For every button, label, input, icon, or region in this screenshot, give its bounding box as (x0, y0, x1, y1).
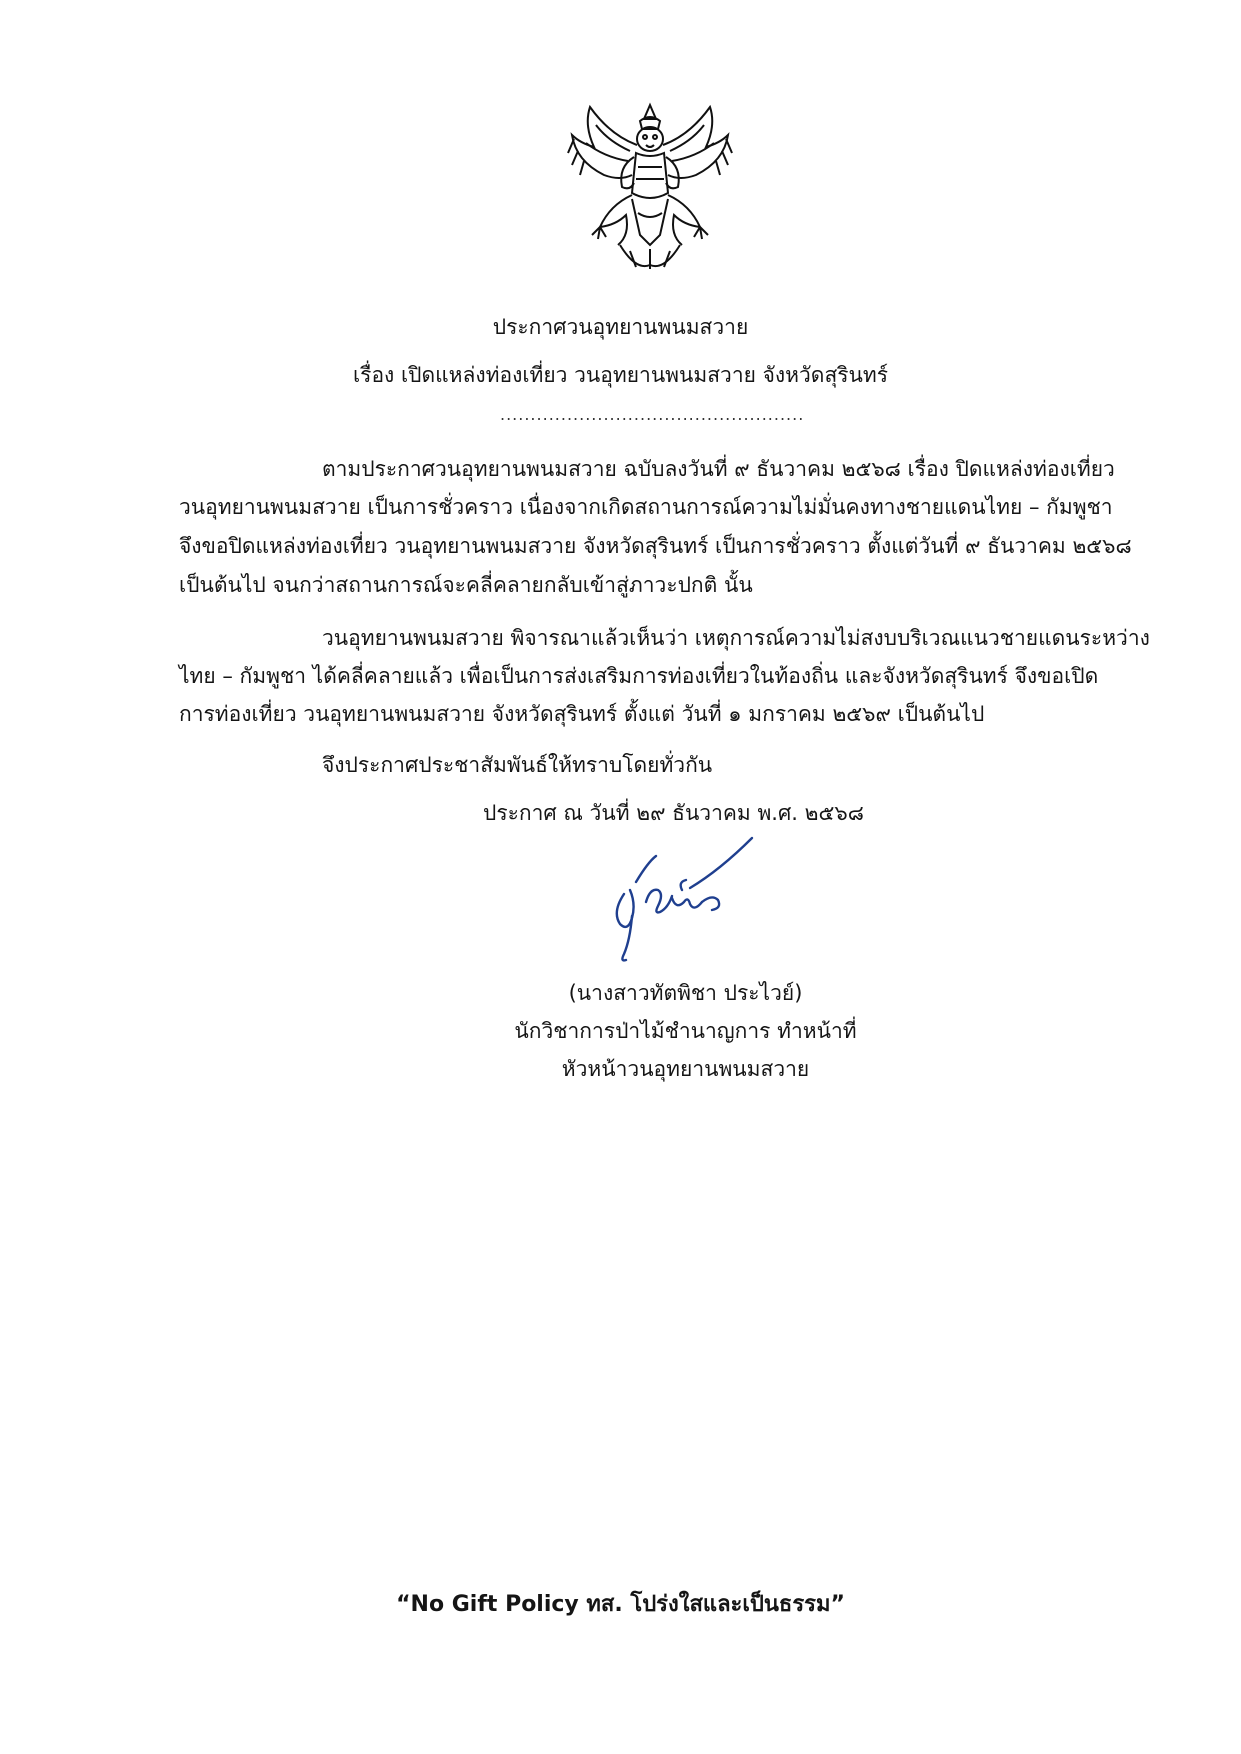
paragraph-3: จึงประกาศประชาสัมพันธ์ให้ทราบโดยทั่วกัน (322, 753, 713, 777)
paragraph-2-line-3: การท่องเที่ยว วนอุทยานพนมสวาย จังหวัดสุรินทร์ ตั้งแต่ วันที่ ๑ มกราคม ๒๕๖๙ เป็นต้นไป (179, 702, 985, 726)
separator-dots: .................................................. (500, 405, 805, 424)
garuda-emblem-icon (560, 95, 740, 275)
paragraph-1-line-3: จึงขอปิดแหล่งท่องเที่ยว วนอุทยานพนมสวาย จังหวัดสุรินทร์ เป็นการชั่วคราว ตั้งแต่วันที่ ๙ ธันวาคม ๒๕๖๘ (179, 534, 1132, 558)
paragraph-2-line-2: ไทย – กัมพูชา ได้คลี่คลายแล้ว เพื่อเป็นการส่งเสริมการท่องเที่ยวในท้องถิ่น และจังหวัดสุรินทร์ จึงขอเปิด (179, 664, 1099, 688)
announcement-subject: เรื่อง เปิดแหล่งท่องเที่ยว วนอุทยานพนมสวาย จังหวัดสุรินทร์ (352, 363, 889, 387)
announcement-title: ประกาศวนอุทยานพนมสวาย (492, 315, 749, 339)
handwritten-signature-icon (590, 820, 770, 970)
paragraph-1-line-2: วนอุทยานพนมสวาย เป็นการชั่วคราว เนื่องจากเกิดสถานการณ์ความไม่มั่นคงทางชายแดนไทย – กัมพูชา (179, 495, 1113, 519)
signer-position-line-2: หัวหน้าวนอุทยานพนมสวาย (561, 1057, 810, 1081)
footer-slogan: “No Gift Policy ทส. โปร่งใสและเป็นธรรม” (396, 1592, 845, 1617)
signer-name: (นางสาวทัตพิชา ประไวย์) (568, 981, 803, 1005)
paragraph-2-line-1: วนอุทยานพนมสวาย พิจารณาแล้วเห็นว่า เหตุการณ์ความไม่สงบบริเวณแนวชายแดนระหว่าง (322, 626, 1150, 650)
announcement-date: ประกาศ ณ วันที่ ๒๙ ธันวาคม พ.ศ. ๒๕๖๘ (483, 801, 864, 825)
signer-position-line-1: นักวิชาการป่าไม้ชำนาญการ ทำหน้าที่ (514, 1019, 857, 1043)
paragraph-1-line-4: เป็นต้นไป จนกว่าสถานการณ์จะคลี่คลายกลับเข้าสู่ภาวะปกติ นั้น (179, 573, 753, 597)
paragraph-1-line-1: ตามประกาศวนอุทยานพนมสวาย ฉบับลงวันที่ ๙ ธันวาคม ๒๕๖๘ เรื่อง ปิดแหล่งท่องเที่ยว (322, 457, 1115, 481)
